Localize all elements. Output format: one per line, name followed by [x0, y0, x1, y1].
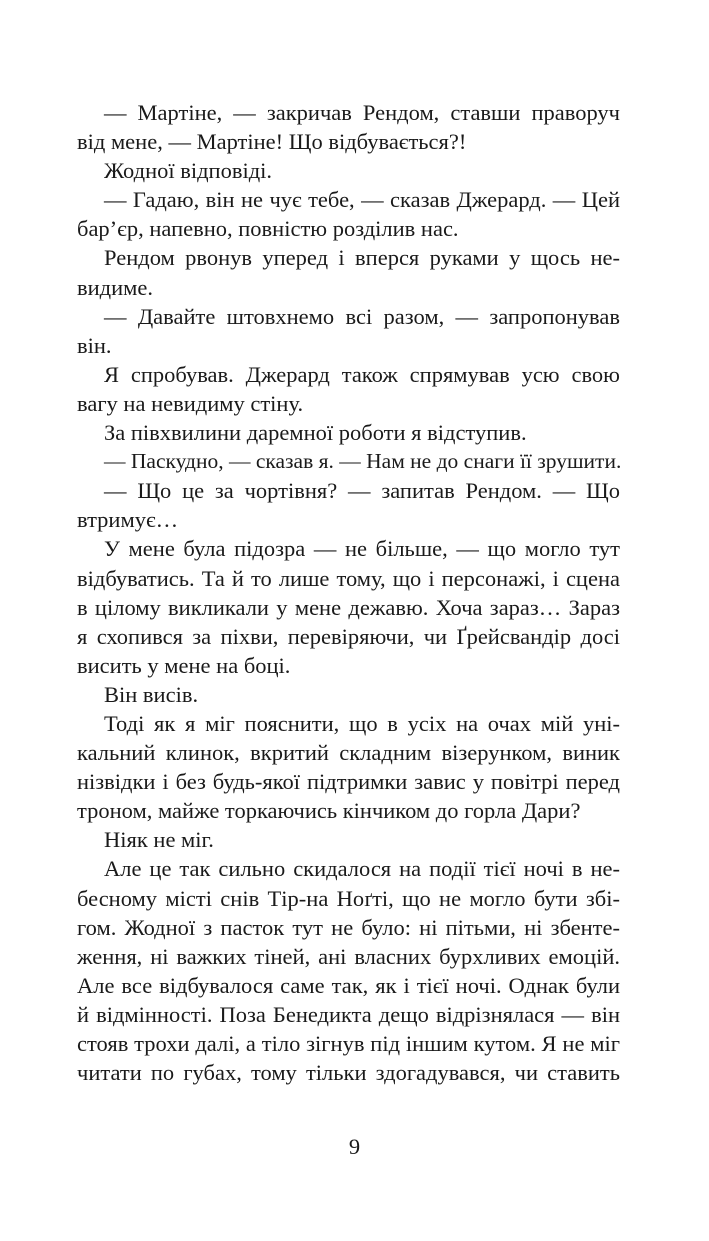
- body-text: [77, 98, 620, 1087]
- text-line: За півхвилини даремної роботи я відступив.: [104, 420, 527, 446]
- text-line: кальний клинок, вкритий складним візерунком, виник: [77, 740, 620, 766]
- text-line: Але все відбувалося саме так, як і тієї ночі. Однак були: [77, 972, 620, 998]
- text-line: — Паскудно, — сказав я. — Нам не до снаги її зрушити.: [104, 449, 622, 474]
- text-line: Він висів.: [104, 681, 199, 707]
- text-line: вагу на невидиму стіну.: [77, 390, 304, 416]
- text-line: від мене, — Мартіне! Що відбувається?!: [77, 129, 467, 155]
- text-line: троном, майже торкаючись кінчиком до горла Дари?: [77, 798, 581, 824]
- text-line: Рендом рвонув уперед і вперся руками у щось не-: [104, 245, 620, 271]
- text-line: відбуватись. Та й то лише тому, що і персонажі, і сцена: [77, 565, 620, 591]
- text-line: стояв трохи далі, а тіло зігнув під іншим кутом. Я не міг: [77, 1031, 620, 1056]
- text-line: читати по губах, тому тільки здогадувався, чи ставить: [77, 1060, 620, 1086]
- text-line: Ніяк не міг.: [104, 827, 214, 853]
- text-line: втримує…: [77, 507, 179, 533]
- text-line: Тоді як я міг пояснити, що в усіх на очах мій уні-: [104, 710, 620, 736]
- text-line: ження, ні важких тіней, ані власних бурхливих емоцій.: [77, 943, 620, 969]
- text-line: гом. Жодної з пасток тут не було: ні пітьми, ні збенте-: [77, 914, 620, 940]
- text-line: бесному місті снів Тір-на Ноґті, що не могло бути збі-: [77, 885, 620, 911]
- text-line: нізвідки і без будь-якої підтримки завис у повітрі перед: [77, 769, 620, 795]
- text-line: — Гадаю, він не чує тебе, — сказав Джерард. — Цей: [104, 187, 620, 213]
- text-line: він.: [77, 332, 112, 358]
- text-line: висить у мене на боці.: [77, 652, 291, 678]
- text-line: У мене була підозра — не більше, — що могло тут: [104, 536, 620, 562]
- text-line: видиме.: [77, 274, 154, 300]
- text-line: я схопився за піхви, перевіряючи, чи Ґрейсвандір досі: [77, 623, 620, 649]
- text-line: Але це так сильно скидалося на події тієї ночі в не-: [104, 856, 620, 882]
- text-line: — Мартіне, — закричав Рендом, ставши праворуч: [104, 100, 620, 125]
- text-line: — Давайте штовхнемо всі разом, — запропонував: [104, 303, 620, 329]
- text-line: в цілому викликали у мене дежавю. Хоча зараз… Зараз: [77, 594, 620, 620]
- text-line: й відмінності. Поза Бенедикта дещо відрізнялася — він: [77, 1001, 620, 1027]
- text-line: бар’єр, напевно, повністю розділив нас.: [77, 216, 459, 242]
- text-line: Жодної відповіді.: [104, 158, 273, 184]
- text-line: — Що це за чортівня? — запитав Рендом. — Що: [104, 478, 620, 504]
- page-number: 9: [348, 1134, 361, 1159]
- text-line: Я спробував. Джерард також спрямував усю свою: [104, 361, 620, 387]
